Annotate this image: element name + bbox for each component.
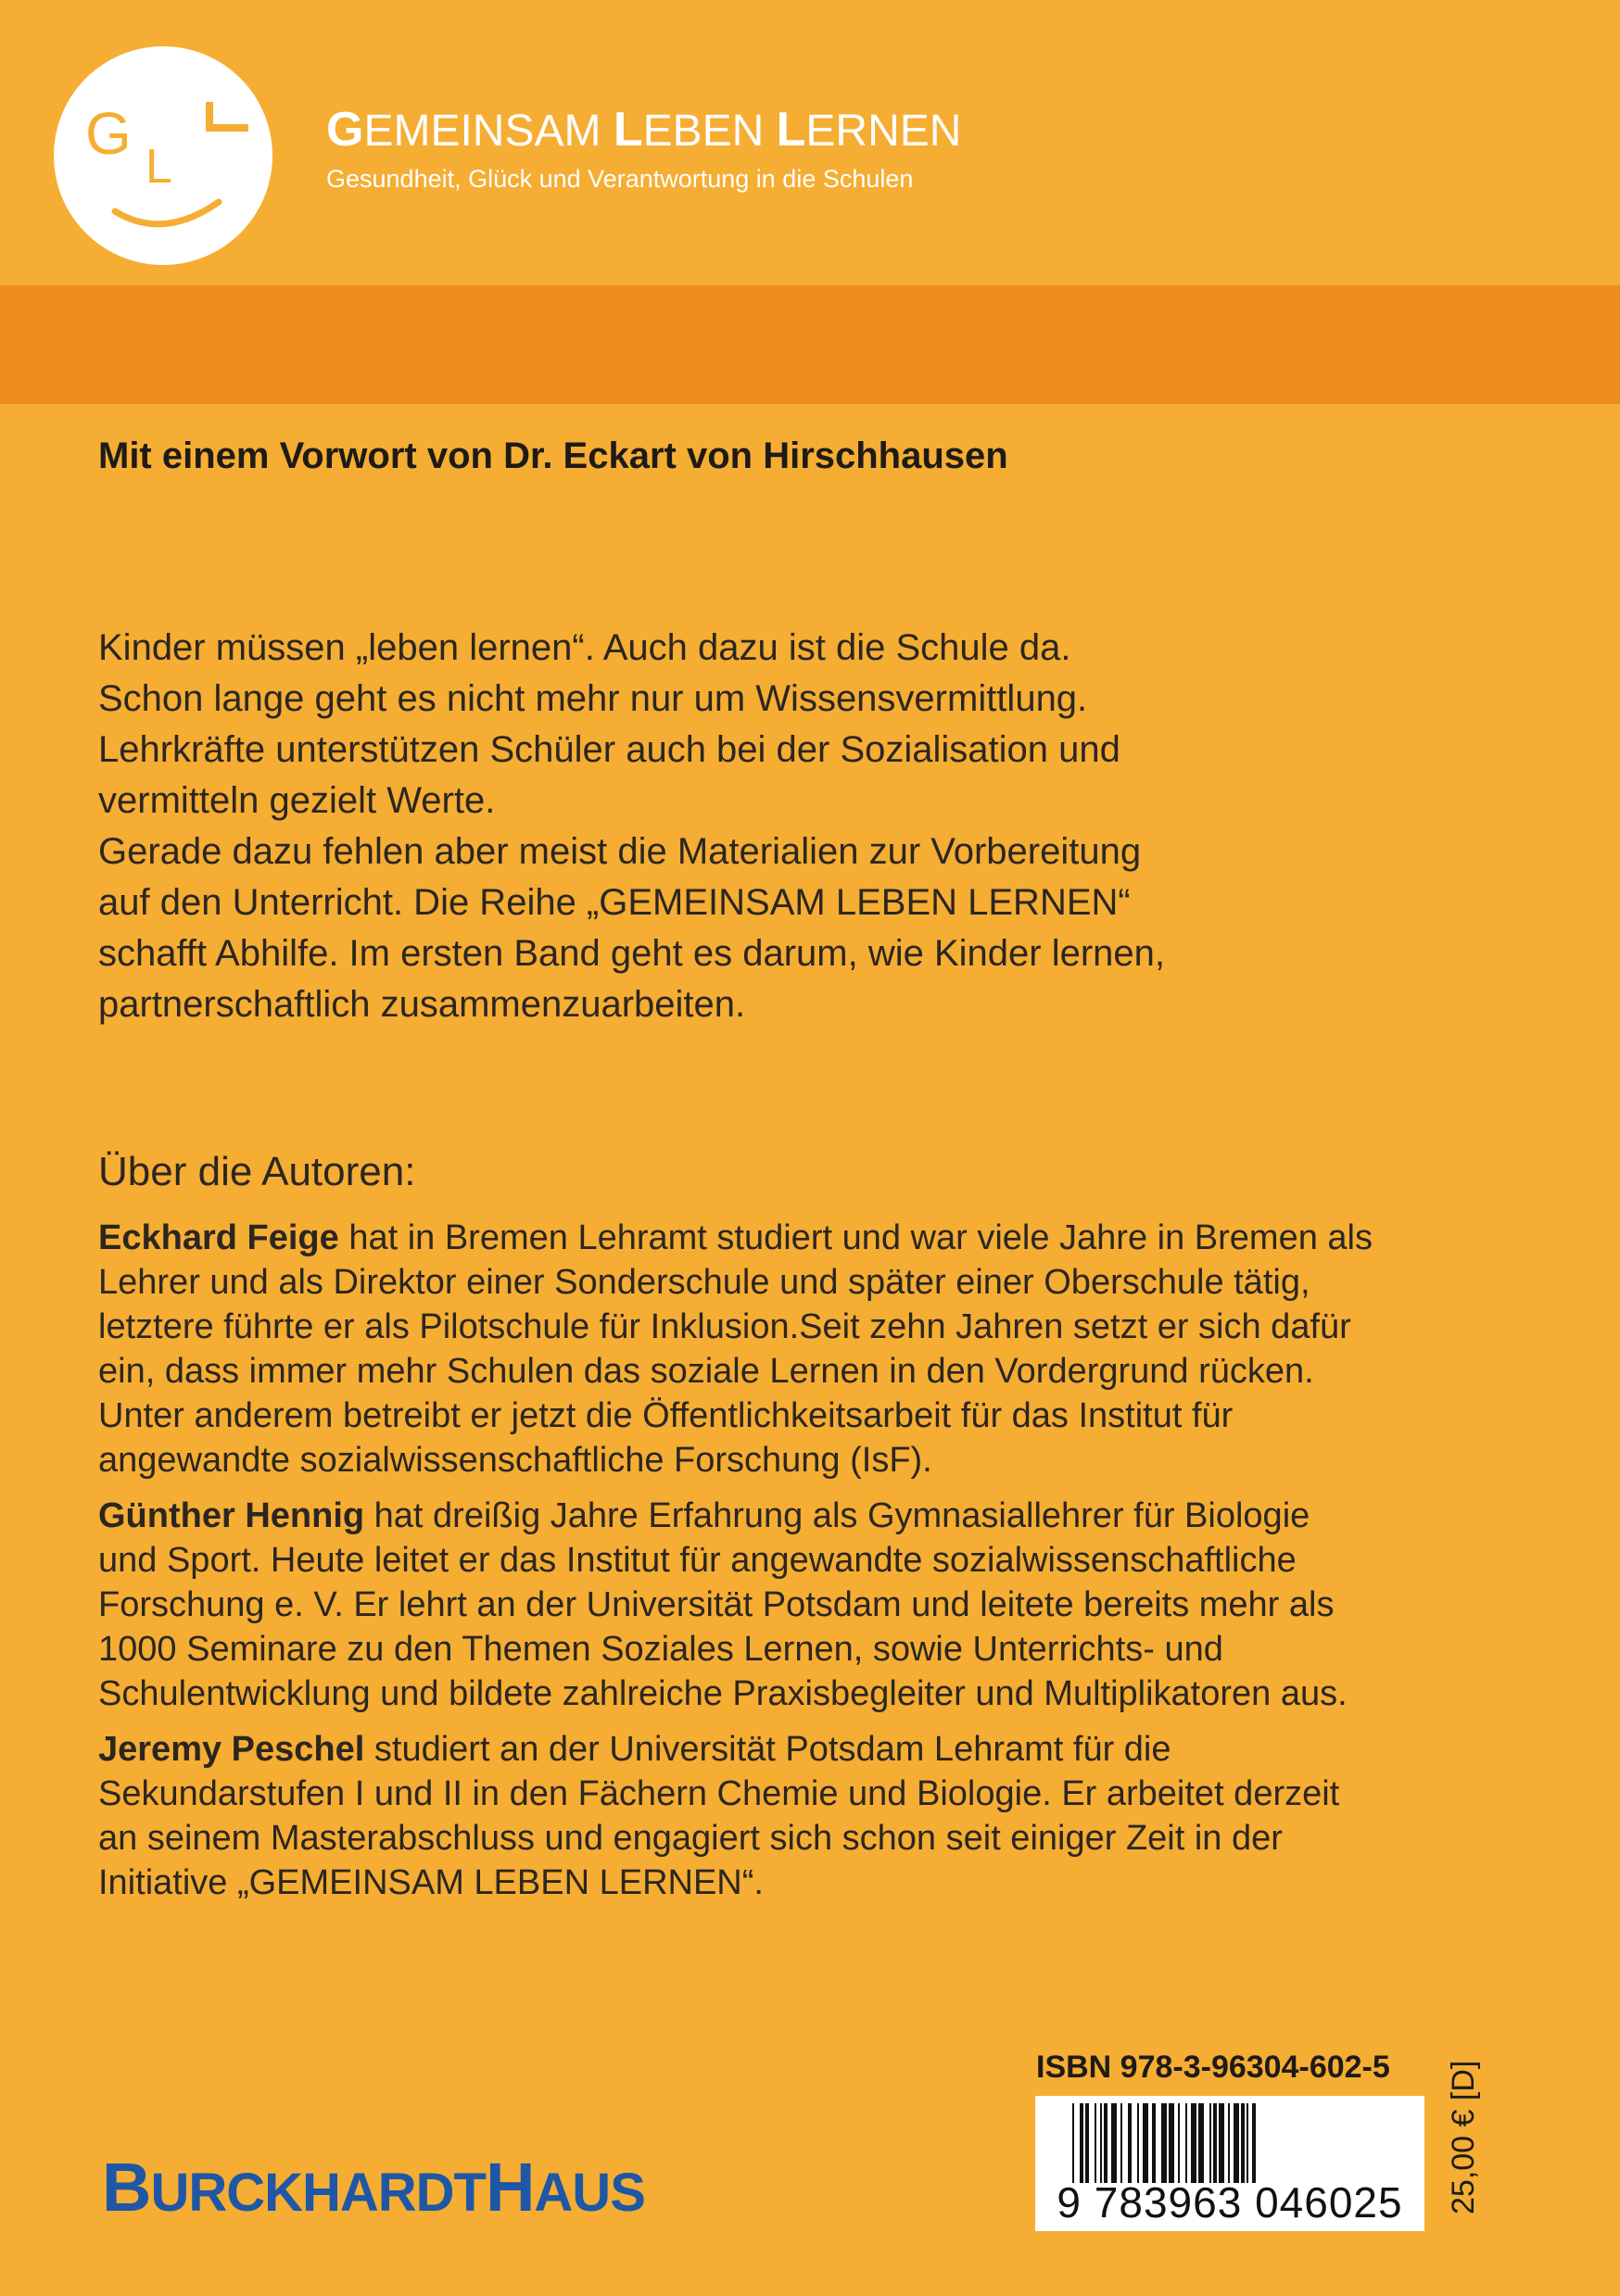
barcode-bar: [1085, 2103, 1089, 2183]
barcode-bar: [1213, 2103, 1217, 2183]
intro-line: vermitteln gezielt Werte.: [98, 780, 496, 821]
barcode-bar: [1234, 2103, 1239, 2183]
author-name: Jeremy Peschel: [98, 1730, 365, 1769]
foreword-line: Mit einem Vorwort von Dr. Eckart von Hirschhausen: [98, 435, 1008, 476]
barcode-bar: [1104, 2103, 1107, 2183]
barcode-bar: [1152, 2103, 1156, 2183]
intro-line: auf den Unterricht. Die Reihe „GEMEINSAM LEBEN LERNEN“: [98, 882, 1131, 923]
barcode-bar: [1161, 2103, 1167, 2183]
authors-heading: Über die Autoren:: [98, 1149, 416, 1194]
intro-line: Kinder müssen „leben lernen“. Auch dazu ist die Schule da.: [98, 627, 1071, 668]
barcode-bar: [1247, 2103, 1248, 2183]
publisher-logo: BURCKHARDTHAUS: [102, 2149, 645, 2226]
barcode-bar: [1241, 2103, 1245, 2183]
barcode-digits: 9 783963 046025: [1057, 2178, 1403, 2227]
barcode-bar: [1095, 2103, 1096, 2183]
barcode-bar: [1111, 2103, 1117, 2183]
barcode-bar: [1169, 2103, 1174, 2183]
barcode-bar: [1191, 2103, 1196, 2183]
header-stripe: [0, 285, 1620, 404]
intro-line: schafft Abhilfe. Im ersten Band geht es darum, wie Kinder lernen,: [98, 933, 1166, 974]
barcode-bar: [1080, 2103, 1083, 2183]
barcode-bar: [1252, 2103, 1256, 2183]
author-name: Eckhard Feige: [98, 1218, 339, 1257]
brand-title: GEMEINSAM LEBEN LERNEN: [326, 103, 962, 157]
logo-letter-g: G: [85, 100, 132, 167]
barcode-bar: [1128, 2103, 1132, 2183]
intro-line: Lehrkräfte unterstützen Schüler auch bei der Sozialisation und: [98, 729, 1120, 770]
logo-smile-icon: [54, 46, 272, 265]
intro-line: partnerschaftlich zusammenzuarbeiten.: [98, 984, 746, 1025]
logo-letter-l: L: [146, 140, 172, 194]
barcode-bar: [1072, 2103, 1074, 2183]
authors-section: [98, 1216, 1377, 1916]
author-name: Günther Hennig: [98, 1496, 365, 1535]
isbn-label: ISBN 978-3-96304-602-5: [1036, 2050, 1390, 2085]
brand-subtitle: Gesundheit, Glück und Verantwortung in die Schulen: [326, 165, 914, 193]
barcode-bar: [1178, 2103, 1180, 2183]
barcode-bar: [1219, 2103, 1224, 2183]
barcode-bar: [1100, 2103, 1102, 2183]
author-bio: Günther Hennig hat dreißig Jahre Erfahrung als Gymnasiallehrer für Biologie und Sport. Heute leitet er das Institut für angewandte sozialwissenschaftliche Forschung e. V. Er lehrt an der Universität Potsdam und leitete bereits mehr als 1000 Seminare zu den Themen Soziales Lernen, sowie Unterrichts- und Schulentwicklung und bildete zahlreiche Praxisbegleiter und Multiplikatoren aus.: [98, 1496, 1348, 1713]
barcode-bar: [1198, 2103, 1204, 2183]
barcode-bar: [1209, 2103, 1211, 2183]
intro-line: Gerade dazu fehlen aber meist die Materialien zur Vorbereitung: [98, 831, 1142, 872]
price-label: 25,00 € [D]: [1446, 2060, 1481, 2214]
barcode-bar: [1185, 2103, 1187, 2183]
author-bio: Jeremy Peschel studiert an der Universität Potsdam Lehramt für die Sekundarstufen I und II in den Fächern Chemie und Biologie. Er arbeitet derzeit an seinem Masterabschluss und engagiert sich schon seit einiger Zeit in der Initiative „GEMEINSAM LEBEN LERNEN“.: [98, 1730, 1340, 1902]
intro-text: [98, 623, 1359, 1030]
intro-line: Schon lange geht es nicht mehr nur um Wissensvermittlung.: [98, 678, 1088, 719]
barcode-bar: [1143, 2103, 1148, 2183]
author-bio: Eckhard Feige hat in Bremen Lehramt studiert und war viele Jahre in Bremen als Lehrer und als Direktor einer Sonderschule und später einer Oberschule tätig, letztere führte er als Pilotschule für Inklusion.Seit zehn Jahren setzt er sich dafür ein, dass immer mehr Schulen das soziale Lernen in den Vordergrund rücken. Unter anderem betreibt er jetzt die Öffentlichkeitsarbeit für das Institut für angewandte sozialwissenschaftliche Forschung (IsF).: [98, 1218, 1373, 1480]
barcode-bar: [1120, 2103, 1122, 2183]
barcode-bar: [1228, 2103, 1230, 2183]
barcode-bar: [1137, 2103, 1139, 2183]
